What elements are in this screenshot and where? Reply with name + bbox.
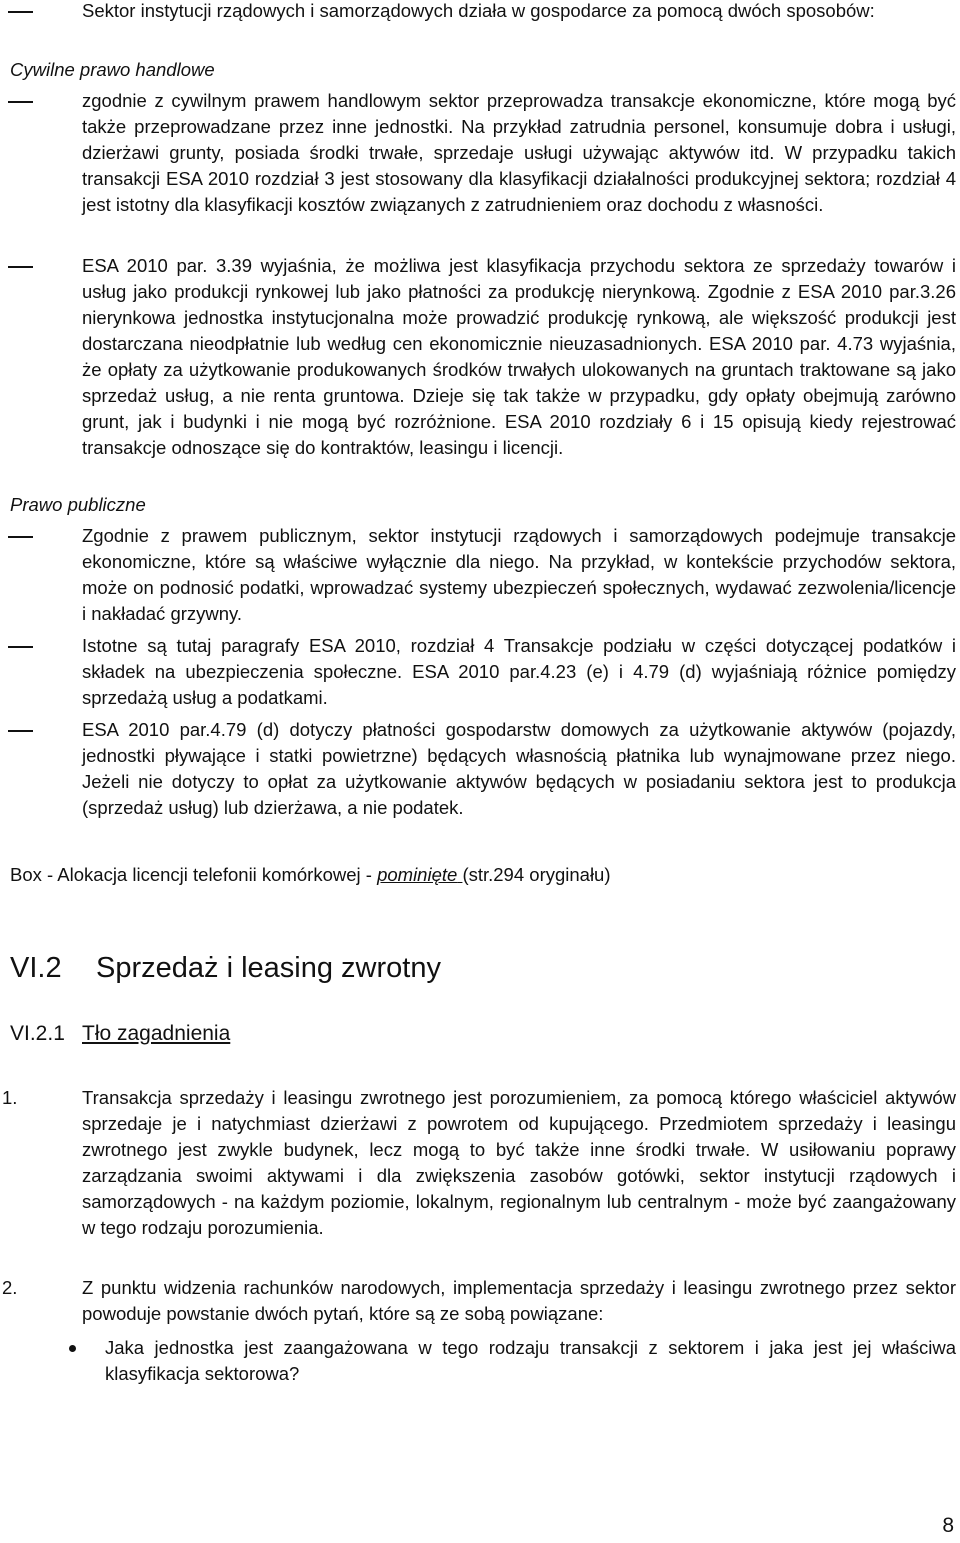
section-heading bbox=[10, 948, 441, 988]
numbered-paragraph-2 bbox=[2, 1275, 956, 1327]
numbered-paragraph-1 bbox=[2, 1085, 956, 1241]
subheading-public-law: Prawo publiczne bbox=[10, 494, 146, 515]
bullet-item-1: Jaka jednostka jest zaangażowana w tego rodzaju transakcji z sektorem i jaka jest jej właściwa klasyfikacja sektorowa? bbox=[105, 1335, 956, 1387]
top-dash-item: Sektor instytucji rządowych i samorządowych działa w gospodarce za pomocą dwóch sposobów: bbox=[82, 0, 956, 24]
section-heading-number: VI.2 bbox=[10, 952, 62, 984]
numbered-paragraph-text: Z punktu widzenia rachunków narodowych, implementacja sprzedaży i leasingu zwrotnego przez sektor powoduje powstanie dwóch pytań, które są ze sobą powiązane: bbox=[82, 1277, 956, 1324]
civil-item-1: zgodnie z cywilnym prawem handlowym sektor przeprowadza transakcje ekonomiczne, które mogą być także przeprowadzane przez inne jednostki. Na przykład zatrudnia personel, konsumuje dobra i usługi, dzierżawi grunty, posiada środki trwałe, sprzedaje usługi używając aktywów itd. W przypadku takich transakcji ESA 2010 rozdział 3 jest stosowany dla klasyfikacji działalności produkcyjnej sektora; rozdział 4 jest istotny dla klasyfikacji kosztów związanych z zatrudnieniem oraz dochodu z własności. bbox=[82, 88, 956, 218]
public-item-2: Istotne są tutaj paragrafy ESA 2010, rozdział 4 Transakcje podziału w części dotyczącej podatków i składek na ubezpieczenia społeczne. ESA 2010 par.4.23 (e) i 4.79 (d) wyjaśniają różnice pomiędzy sprzedażą usług a podatkami. bbox=[82, 633, 956, 711]
box-note-omitted: pominięte bbox=[377, 864, 458, 885]
public-item-1: Zgodnie z prawem publicznym, sektor instytucji rządowych i samorządowych podejmuje transakcje ekonomiczne, które są właściwe wyłącznie dla niego. Na przykład, w kontekście przychodów sektora, może on podnosić podatki, wprowadzać systemy ubezpieczeń społecznych, wydawać zezwolenia/licencje i nakładać grzywny. bbox=[82, 523, 956, 627]
subsection-heading-number: VI.2.1 bbox=[10, 1022, 65, 1045]
public-item-3: ESA 2010 par.4.79 (d) dotyczy płatności gospodarstw domowych za użytkowanie aktywów (pojazdy, jednostki pływające i statki powietrzne) będących własnością płatnika lub wynajmowane przez niego. Jeżeli nie dotyczy to opłat za użytkowanie aktywów będących w posiadaniu sektora jest to produkcja (sprzedaż usług) lub dzierżawa, a nie podatek. bbox=[82, 717, 956, 821]
numbered-paragraph-label: 1. bbox=[2, 1087, 18, 1108]
civil-item-2: ESA 2010 par. 3.39 wyjaśnia, że możliwa jest klasyfikacja przychodu sektora ze sprzedaży towarów i usług jako produkcji rynkowej lub jako płatności za produkcję nierynkową. Zgodnie z ESA 2010 par.3.26 nierynkowa jednostka instytucjonalna może prowadzić produkcję rynkową, ale większość produkcji jest dostarczana nieodpłatnie lub według cen ekonomicznie nieuzasadnionych. ESA 2010 par. 4.73 wyjaśnia, że opłaty za użytkowanie produkowanych środków trwałych ulokowanych na gruntach traktowane są jako sprzedaż usług, a nie renta gruntowa. Dzieje się tak także w przypadku, gdy opłaty obejmują zarówno grunt, jak i budynki i nie mogą być rozróżnione. ESA 2010 rozdziały 6 i 15 opisują kiedy rejestrować transakcje odnoszące się do kontraktów, leasingu i licencji. bbox=[82, 253, 956, 461]
numbered-paragraph-label: 2. bbox=[2, 1277, 18, 1298]
box-note bbox=[10, 862, 611, 888]
box-note-suffix: (str.294 oryginału) bbox=[462, 864, 611, 885]
subheading-civil-law: Cywilne prawo handlowe bbox=[10, 59, 215, 80]
numbered-paragraph-text: Transakcja sprzedaży i leasingu zwrotnego jest porozumieniem, za pomocą którego właściciel aktywów sprzedaje je i natychmiast dzierżawi z powrotem od kupującego. Przedmiotem sprzedaży i leasingu zwrotnego jest zwykle budynek, lecz mogą to być także inne środki trwałe. W usiłowaniu poprawy zarządzania swoimi aktywami i dla zwiększenia zasobów gotówki, sektor instytucji rządowych i samorządowych - na każdym poziomie, lokalnym, regionalnym lub centralnym - może być zaangażowany w tego rodzaju porozumienia. bbox=[82, 1087, 956, 1238]
subsection-heading-title: Tło zagadnienia bbox=[82, 1022, 231, 1045]
section-heading-title: Sprzedaż i leasing zwrotny bbox=[96, 952, 441, 984]
box-note-prefix: Box - Alokacja licencji telefonii komórkowej - bbox=[10, 864, 378, 885]
page-number: 8 bbox=[942, 1514, 954, 1537]
subsection-heading bbox=[10, 1020, 230, 1048]
